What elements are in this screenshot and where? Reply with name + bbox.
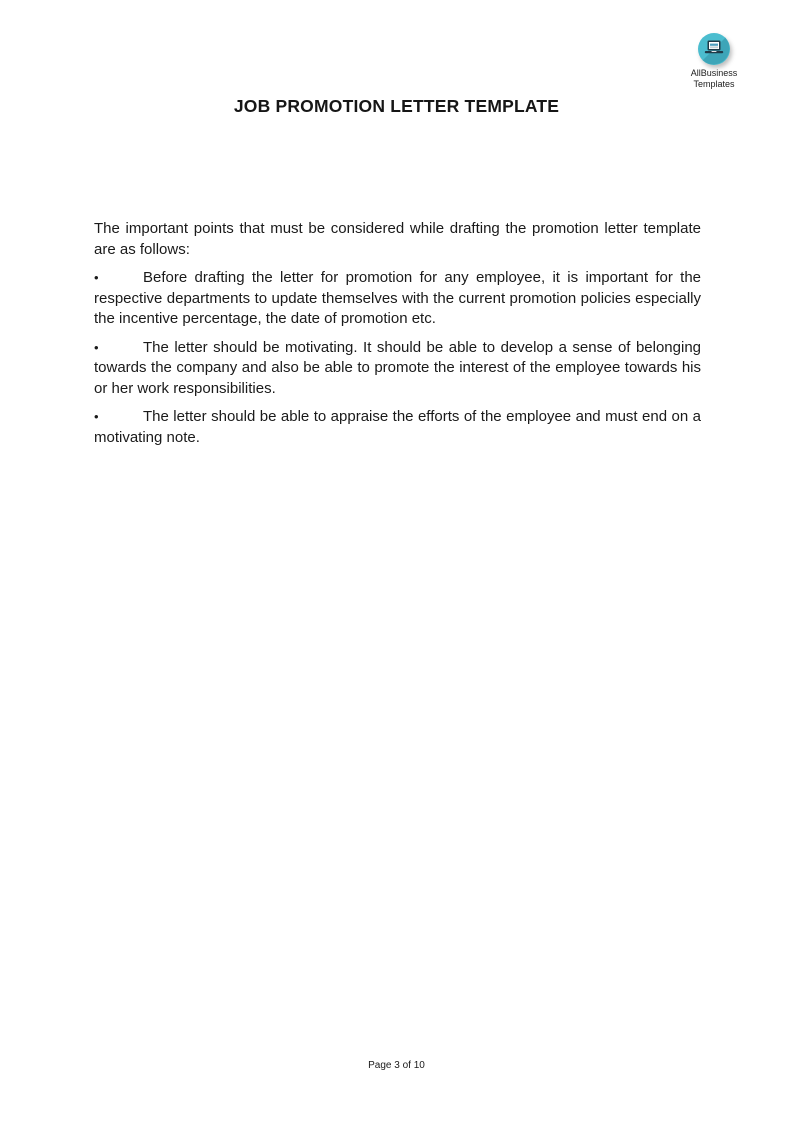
bullet-text: Before drafting the letter for promotion for any employee, it is important for the respective departments to update themselves with the current promotion policies especially the incentive percentage, the date of promotion etc. <box>94 269 701 327</box>
bullet-item <box>94 338 701 400</box>
bullet-item <box>94 268 701 330</box>
page-number: Page 3 of 10 <box>368 1060 425 1071</box>
bullet-text: The letter should be motivating. It should be able to develop a sense of belonging towards the company and also be able to promote the interest of the employee towards his or her work responsibilities. <box>94 338 701 397</box>
bullet-text: The letter should be able to appraise the efforts of the employee and must end on a motivating note. <box>94 408 701 446</box>
intro-paragraph: The important points that must be considered while drafting the promotion letter template are as follows: <box>94 220 701 258</box>
laptop-icon <box>698 33 730 65</box>
page-title: JOB PROMOTION LETTER TEMPLATE <box>233 96 560 116</box>
logo-text-line1: AllBusiness <box>690 68 738 78</box>
allbusiness-logo <box>683 33 745 89</box>
document-body <box>94 219 701 456</box>
bullet-item <box>94 407 701 448</box>
logo-text <box>683 68 745 89</box>
bullet-glyph: • <box>94 339 99 355</box>
bullet-glyph: • <box>94 409 99 424</box>
bullet-glyph: • <box>94 270 99 285</box>
logo-text-line2: Templates <box>693 78 735 89</box>
